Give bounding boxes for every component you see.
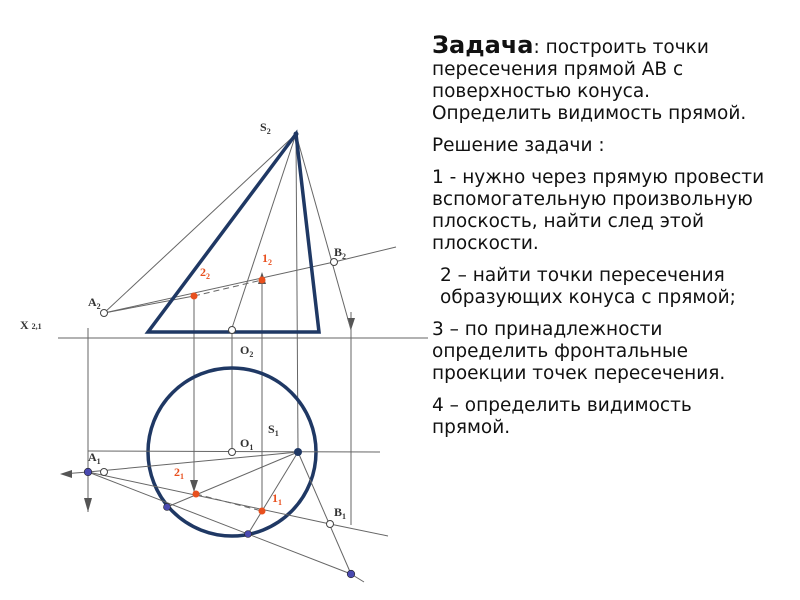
label-s2: $S_2$ — [260, 120, 271, 136]
label-1-2: $1_2$ — [262, 251, 272, 267]
label-o1: $O_1$ — [240, 436, 254, 452]
step-3: 3 – по принадлежности определить фронтальные проекции точек пересечения. — [432, 319, 726, 384]
apex-s2-point — [294, 132, 299, 137]
label-b2: $B_2$ — [334, 245, 347, 261]
label-2-2: $2_2$ — [200, 265, 210, 281]
step-1: 1 - нужно через прямую провести вспомогательную произвольную плоскость, найти след этой плоскости. — [432, 167, 765, 254]
axis-label: X 2,1 — [20, 318, 42, 332]
label-a1: $A_1$ — [88, 450, 101, 466]
task-title: Задача — [432, 31, 534, 59]
hidden-segment-top — [196, 494, 262, 511]
cone-front-view — [148, 134, 319, 332]
task-text-panel — [432, 31, 772, 449]
solution-heading: Решение задачи : — [432, 135, 605, 156]
label-s1: $S_1$ — [268, 422, 279, 438]
task-description: : построить точки пересечения прямой АВ с поверхностью конуса. Определить видимость прямой. — [432, 37, 747, 124]
label-o2: $O_2$ — [240, 343, 254, 359]
label-b1: $B_1$ — [334, 505, 347, 521]
label-2-1: $2_1$ — [174, 465, 184, 481]
hidden-segment-front — [194, 280, 262, 296]
intersection-points — [191, 277, 266, 515]
arrowhead-left — [60, 470, 72, 478]
label-1-1: $1_1$ — [272, 491, 282, 507]
label-a2: $A_2$ — [88, 295, 101, 311]
apex-s1-point — [294, 448, 302, 456]
step-4: 4 – определить видимость прямой. — [432, 395, 692, 438]
open-points — [101, 259, 338, 528]
task-statement — [432, 31, 772, 125]
front-construction-lines — [104, 134, 396, 330]
step-2: 2 – найти точки пересечения образующих конуса с прямой; — [440, 265, 736, 308]
